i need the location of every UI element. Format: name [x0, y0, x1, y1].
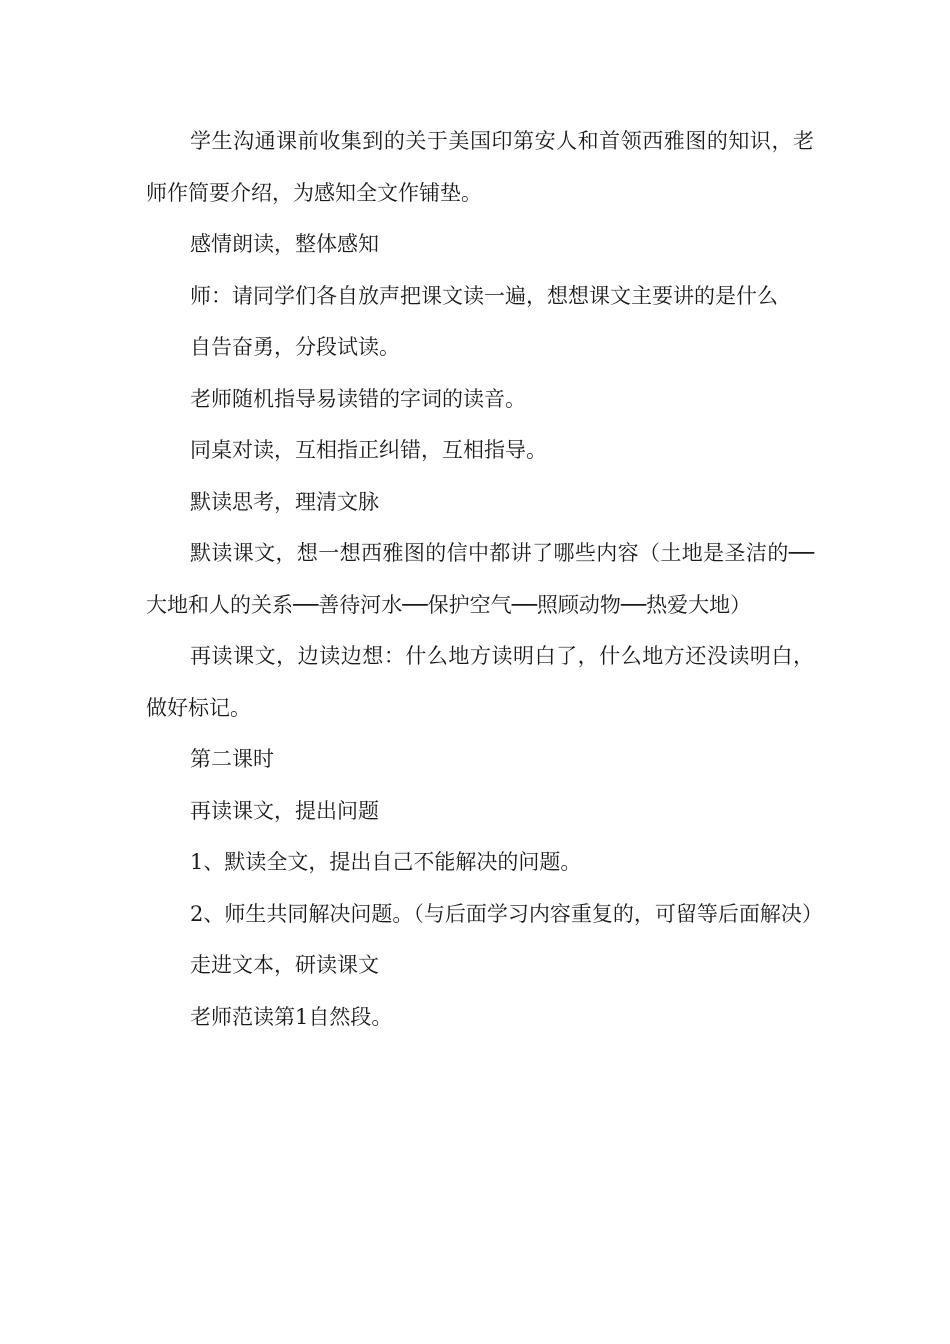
paragraph-teacher-instruction: 师：请同学们各自放声把课文读一遍，想想课文主要讲的是什么 [190, 283, 778, 308]
paragraph-teacher-model-reading: 老师范读第1自然段。 [190, 1004, 393, 1029]
paragraph-step-2: 2、师生共同解决问题。（与后面学习内容重复的，可留等后面解决） [190, 901, 823, 926]
paragraph-intro-knowledge: 学生沟通课前收集到的关于美国印第安人和首领西雅图的知识，老师作简要介绍，为感知全文作铺垫。 [146, 129, 814, 205]
paragraph-step-1: 1、默读全文，提出自己不能解决的问题。 [190, 850, 582, 874]
paragraph-letter-content: 默读课文，想一想西雅图的信中都讲了哪些内容（土地是圣洁的──大地和人的关系──善待河水──保护空气──照顾动物──热爱大地） [146, 541, 814, 617]
paragraph-volunteer-reading: 自告奋勇，分段试读。 [190, 335, 400, 359]
paragraph-reread-mark: 再读课文，边读边想：什么地方读明白了，什么地方还没读明白，做好标记。 [146, 644, 814, 720]
paragraph-heading-emotional-reading: 感情朗读，整体感知 [190, 232, 379, 256]
paragraph-pair-reading: 同桌对读，互相指正纠错，互相指导。 [190, 438, 547, 462]
paragraph-pronunciation-guidance: 老师随机指导易读错的字词的读音。 [190, 386, 526, 411]
paragraph-heading-study-text: 走进文本，研读课文 [190, 953, 379, 977]
paragraph-heading-raise-questions: 再读课文，提出问题 [190, 798, 379, 823]
paragraph-heading-silent-reading: 默读思考，理清文脉 [190, 489, 379, 514]
document-body [146, 116, 823, 1043]
paragraph-heading-second-lesson: 第二课时 [190, 747, 274, 771]
